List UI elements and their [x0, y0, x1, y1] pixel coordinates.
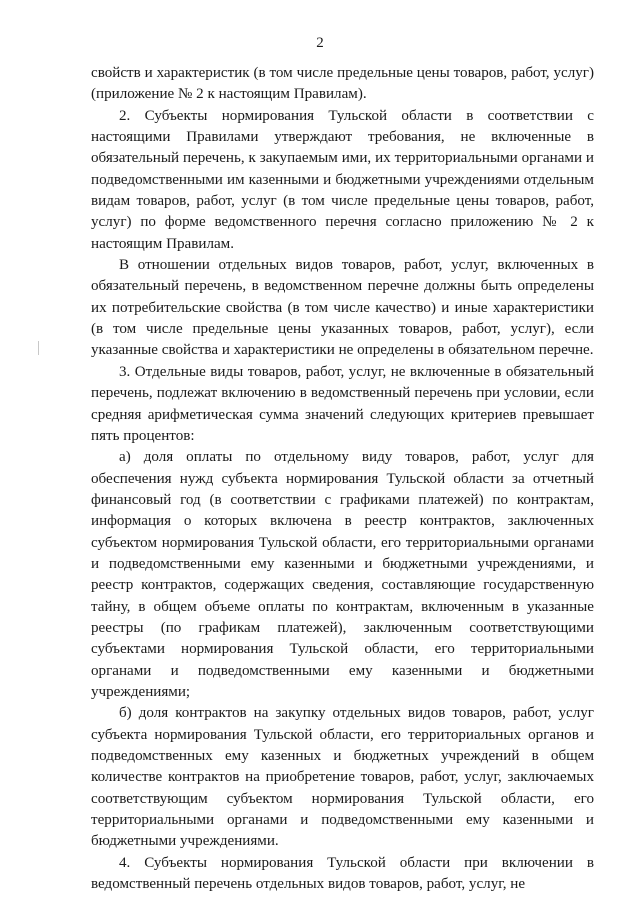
document-body: [91, 63, 594, 895]
paragraph-item-2: 2. Субъекты нормирования Тульской области в соответствии с настоящими Правилами утверждают требования, не включенные в обязательный перечень, к закупаемым ими, их территориальными органами и подведомственными им казенными и бюджетными учреждениями отдельным видам товаров, работ, услуг (в том числе предельные цены товаров, работ, услуг) по форме ведомственного перечня согласно приложению № 2 к настоящим Правилам.: [91, 107, 594, 252]
paragraph-item-2-continued: В отношении отдельных видов товаров, работ, услуг, включенных в обязательный перечень, в ведомственном перечне должны быть определены их потребительские свойства (в том числе качество) и иные характеристики (в том числе предельные цены указанных товаров, работ, услуг), если указанные свойства и характеристики не определены в обязательном перечне.: [91, 257, 594, 359]
paragraph-item-4: 4. Субъекты нормирования Тульской области при включении в ведомственный перечень отдельных видов товаров, работ, услуг, не: [91, 854, 594, 893]
margin-mark: [38, 341, 39, 355]
paragraph-continuation: свойств и характеристик (в том числе предельные цены товаров, работ, услуг) (приложение № 2 к настоящим Правилам).: [91, 65, 594, 103]
paragraph-item-3-b: б) доля контрактов на закупку отдельных видов товаров, работ, услуг субъекта нормирования Тульской области, его территориальных органов и подведомственных ему казенных и бюджетных учреждений в общем количестве контрактов на приобретение товаров, работ, услуг, заключаемых соответствующим субъектом нормирования Тульской области, его территориальными органами и подведомственными ему казенными и бюджетными учреждениями.: [91, 705, 594, 850]
paragraph-item-3: 3. Отдельные виды товаров, работ, услуг, не включенные в обязательный перечень, подлежат включению в ведомственный перечень при условии, если средняя арифметическая сумма значений следующих критериев превышает пять процентов:: [91, 363, 594, 444]
page-number: 2: [316, 35, 324, 51]
paragraph-item-3-a: а) доля оплаты по отдельному виду товаров, работ, услуг для обеспечения нужд субъекта нормирования Тульской области за отчетный финансовый год (в соответствии с графиками платежей) по контрактам, информация о которых включена в реестр контрактов, заключенных субъектом нормирования Тульской области, его территориальными органами и подведомственными ему казенными и бюджетными учреждениями, и реестр контрактов, содержащих сведения, составляющие государственную тайну, в общем объеме оплаты по контрактам, включенным в указанные реестры (по графикам платежей), заключенным соответствующими субъектами нормирования Тульской области, его территориальными органами и подведомственными ему казенными и бюджетными учреждениями;: [91, 449, 594, 700]
